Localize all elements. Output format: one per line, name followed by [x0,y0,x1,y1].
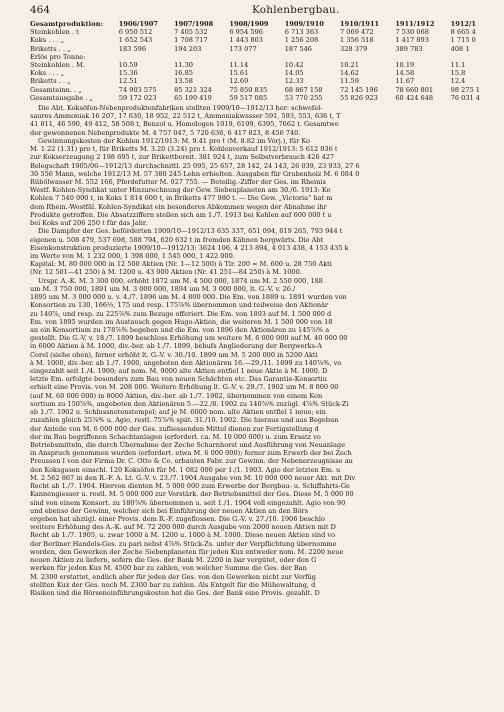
text-line: 30 556 Mann, welche 1912/13 M. 57 380 245 Lohn erhielten. Ausgaben für Grubenholz M. 6 084 0 [30,169,360,178]
table-cell: 6 713 363 [284,28,319,37]
text-line: eingezahlt seit 1./4. 1900; auf nom. M. 9000 alte Aktien entfiel 1 neue Aktie à M. 1000. D [30,367,328,376]
text-line: stellten Kux der Ges. noch M. 2300 bar zu zahlen. Als Entgelt für die Mühewaltung, d [30,580,316,589]
text-line: Die Dampfer der Ges. beförderten 1909/10—1912/13 635 337, 651 094, 619 265, 793 944 t [38,227,343,236]
table-cell: 12.69 [229,77,249,86]
table-cell [449,53,504,61]
table-row [30,28,504,36]
table-cell: 15.61 [229,69,249,78]
table-row [30,86,504,94]
table-cell: 8 665 4 [450,28,476,37]
table-cell: 55 826 923 [340,93,378,102]
table-cell: 183 596 [118,44,147,53]
table-row [30,53,504,61]
row-label: Koks . . . „ [30,36,65,45]
table-row [30,36,504,44]
table-cell: 98 275 1 [450,85,481,94]
text-line: Eisenkonstruktion produzierte 1909/10—1912/13: 3624 106, 4 213 894, 4 013 438, 4 153 435 k [30,243,349,252]
text-line: (Nr. 12 501—41 250) à M. 1200 u. 43 000 Aktien (Nr. 41 251—84 250) à M. 1000. [30,268,302,277]
text-line: um M. 3 750 000, 1891 um M. 3 000 000, 1894 um M. 3 000 000, lt. G.-V. v. 26./ [30,284,296,293]
table-cell: 1 256 208 [284,36,319,45]
text-line: der gewonnenen Nebenprodukte M. 4 757 047, 5 720 636, 6 417 823, 8 456 740. [30,128,301,137]
table-cell: 408 1 [450,44,470,53]
text-line: den Koksgasen einschl. 120 Koksöfen für M. 1 082 000 per 1./1. 1903. Agio der letzten Em. u [30,465,341,474]
row-label: Steinkohlen . M. [30,61,86,70]
text-line: in Anspruch genommen wurden (erfordert. etwa M. 6 000 000); ferner zum Erwerb der bei Zech [30,449,352,458]
table-cell: 194 203 [174,44,202,53]
text-line: Kapital: M. 80 000 000 in 12 500 Aktien (Nr. 1—12 500) à Tlr. 200 = M. 600 u. 28 750 Akti [30,260,332,269]
row-label: Steinkohlen . t [30,28,79,37]
text-line: letzte Em. erfolgte besonders zum Bau von neuen Schächten etc. Das Garantie-Konsortiu [30,375,327,384]
row-label: Koks . . . „ [30,69,65,78]
text-line: zur Kokserzeugung 2 198 695 t, zur Brikettbereit. 381 924 t, zum Selbstverbrauch 426 427 [30,153,335,162]
year-header: 1912/1 [450,20,476,28]
table-cell: 53 770 255 [284,93,323,102]
table-cell: 14.58 [395,69,415,78]
text-line: ab 1./7. 1902 u. Schlussnotenstempel; auf je M. 6000 nom. alte Aktien entfiel 1 neue; ein [30,408,326,417]
year-header: 1906/1907 [118,20,158,28]
text-line: 41 811, 46 590, 49 412, 58 508 t, Benzol u. Homologen 1019, 6199, 6395, 7662 t. Gesamtwe [30,120,339,129]
table-cell: 11.59 [340,77,359,86]
table-cell: 65 190 419 [174,93,212,102]
table-cell: 72 145 196 [340,85,378,94]
table-cell: 12.4 [450,77,466,86]
table-cell: 11.67 [395,77,415,86]
table-cell: 7 530 068 [395,28,429,37]
text-line: in 6000 Aktien à M. 1000, div.-ber. ab 1./7. 1899, behufs Angliederung der Bergwerks-A [30,342,322,351]
table-cell: 187 546 [284,44,312,53]
row-label: Gesamtausgabe . „ [30,93,93,102]
table-cell: 16.85 [174,69,193,78]
text-line: Konsortien zu 130, 166⅔, 175 und resp. 175⅞% übernommen und teilweise den Aktionär [30,301,329,310]
text-line: Recht ab 1./7. 1904. Hiervon dienten M. 5 000 000 zum Erwerbe der Bergbau- u. Schiffahrts-Ge [30,482,350,491]
text-line: erhielt eine Provis. von M. 208 000. Weitere Erhöhung lt. G.-V. v. 29./7. 1902 um M. 8 000 00 [30,383,339,392]
text-line: Westf. Kohlen-Syndikat unter Hinzurechnung der Gew. Siebenplaneten am 30./6. 1913: Ko [30,186,331,195]
text-line: Risiken und die Börseneinführungskosten hat die Ges. der Bank eine Provis. gezahlt. D [30,588,320,597]
table-cell: 15.36 [118,69,138,78]
text-line: Betriebsmitteln, die durch Übernahme der Zeche Scharnhorst und Ausführung von Neuanlage [30,441,345,449]
table-cell [117,53,172,61]
table-cell: 328 379 [340,44,368,53]
text-line: (auf M. 60 000 000) in 8000 Aktien, div.-ber. ab 1./7. 1902, übernommen von einem Kon [30,391,323,400]
text-line: Die Abt. Koksöfen-Nebenproduktenfabriken stellten 1909/10—1912/13 her: schwefel- [38,104,323,113]
text-line: der Anteile von M. 6 000 000 der Ges. zufliessenden Mittel dienen zur Fertigstellung d [30,424,319,433]
year-header: 1911/1912 [395,20,435,28]
table-cell: 59 517 085 [229,93,268,102]
table-cell: 59 172 023 [118,93,157,102]
table-cell [338,53,393,61]
table-cell: 11.14 [229,61,249,70]
table-cell: 1 652 543 [118,36,153,45]
table-cell: 12.33 [284,77,304,86]
table-cell: 1 417 893 [395,36,429,45]
row-label: Briketts . . „ [30,77,71,86]
text-line: à M. 1000, div.-ber. ab 1./7. 1900, angeboten den Aktionären 16.—29./11. 1899 zu 140⅞%, vo [30,358,342,367]
table-cell: 10.19 [395,61,415,70]
table-cell: 389 783 [395,44,423,53]
text-line: 1895 um M. 3 000 000 u. v. 4./7. 1896 um M. 4 800 000. Die Em. von 1889 u. 1891 wurden von [30,293,347,302]
year-header: 1910/1911 [340,20,380,28]
text-line: weitere Erhöhung des A.-K. auf M. 72 200 000 durch Ausgabe von 2000 neuen Aktien mit D [30,523,336,532]
text-line: sind von einem Konsort. zu 180⅞% übernommen u. seit 1./1. 1904 voll eingezahlt. Agio von 90 [30,498,346,507]
text-line: Urspr. A.-K. M. 3 300 000, erhöht 1872 um M. 4 500 000, 1874 um M. 2 550 000, 188 [38,276,323,285]
table-cell: 78 660 801 [395,85,434,94]
table-row [30,45,504,53]
text-line: zuzahlen gleich 25⅞% u. Agio, restl. 75⅞% spät. 31./10. 1902. Die hieraus und aus Begebun [30,416,339,425]
year-header: 1907/1908 [174,20,214,28]
table-cell [283,53,338,61]
table-header-row [30,20,504,28]
text-line: Corel (siehe oben), ferner erhöht lt. G.-V. v. 30./10. 1899 um M. 5 200 000 in 5200 Akti [30,350,318,359]
table-cell: 14.62 [340,69,359,78]
row-label: Briketts . . „ [30,44,71,53]
table-cell: 13.58 [174,77,193,86]
text-line: an ein Konsortium zu 178⅞% begeben und die Em. von 1896 den Aktionären zu 145⅞% a [30,325,330,334]
text-line: M. 2300 erstattet, endlich aber für jeden der Ges. von den Gewerken nicht zur Verfüg [30,572,316,581]
text-line: Belegschaft 1905/06—1912/13 durchschnittl. 25 095, 25 657, 28 142, 24 143, 26 039, 23 933, 27 6 [30,161,360,170]
table-cell: 11.1 [450,61,466,70]
running-title: Kohlenbergbau. [252,4,340,16]
table-cell: 75 850 835 [229,85,268,94]
table-cell [172,53,227,61]
table-row [30,69,504,77]
text-line: Em. von 1895 wurden im Austausch gegen Hugo-Aktien, die weiteren M. 1 500 000 von 18 [30,317,333,326]
text-line: neuen Aktien zu liefern, sofern die Ges. der Bank M. 2200 in bar vergütet, oder den G [30,556,317,565]
table-title: Gesamtproduktion: [30,20,104,28]
table-row [30,61,504,69]
production-table [30,20,504,102]
page-number: 464 [30,4,51,16]
table-cell [393,53,448,61]
body-text [30,104,504,597]
table-cell: 1 715 0 [450,36,476,45]
table-cell: 10.42 [284,61,304,70]
text-line: eigenen u. 508 479, 537 698, 588 794, 620 632 t in fremden Kähnen bergwärts. Die Abt [30,235,324,244]
text-line: gestellt. Die G.-V. v. 18./7. 1899 beschloss Erhöhung um weitere M. 6 000 000 auf M. 40 000 00 [30,334,348,343]
table-cell: 173 077 [229,44,257,53]
text-line: worden, den Gewerken der Zeche Siebenplaneten für jeden Kux entweder nom. M. 2200 neue [30,547,344,556]
text-line: der Berliner Handels-Ges. zu pari nebst 4⅞% Stück-Zs. unter der Verpflichtung übernomme [30,539,337,548]
text-line: dem Rhein.-Westfäl. Kohlen-Syndikat ein besonderes Abkommen wegen der Abnahme ihr [30,202,327,211]
text-line: Preussen I von der Firma Dr. C. Otto & Co. erbauten Fabr. zur Gewinn. der Nebenerzeugnisse au [30,457,353,466]
text-line: M. 1.22 (1.31) pro t, für Briketts M. 3.20 (3.24) pro t. Kohlenverkauf 1912/1913: 5 612 036 t [30,145,338,154]
table-row [30,77,504,85]
table-cell: 7 069 472 [340,28,374,37]
table-cell: 74 903 575 [118,85,157,94]
table-row [30,94,504,102]
text-line: und ebenso der Gewinn, welcher sich bei Einführung der neuen Aktien an den Börs [30,506,309,515]
text-line: im Werte von M. 1 232 000, 1 398 000, 1 545 000, 1 422 000. [30,251,235,260]
text-line: M. 2 562 867 in den R.-F. A. Lt. G.-V. v. 23./7. 1904 Ausgabe von M. 10 000 000 neuer Akt. mit Div [30,473,356,482]
table-cell [227,53,282,61]
text-line: Produkte getroffen. Die Absatzziffern stellen sich am 1./7. 1913 bei Kohlen auf 600 000 t u [30,210,332,219]
text-line: saures Ammoniak 16 207, 17 630, 18 952, 22 512 t, Ammoniakwasser 591, 593, 553, 636 t, T [30,112,341,121]
table-cell: 60 424 648 [395,93,434,102]
page-header [30,4,504,16]
table-cell: 10.59 [118,61,138,70]
table-cell: 76 031 4 [450,93,481,102]
text-line: Gewinnungskosten der Kohlen 1912/1913: M. 9.41 pro t (M. 8.82 im Vorj.), für Ko [38,136,311,145]
text-line: ergeben hat abzügl. einer Provis. dem R.-F. zugeflossen. Die G.-V. v. 27./10. 1906 beschlo [30,514,325,523]
table-cell: 15.8 [450,69,466,78]
text-line: werken für jeden Kux M. 4500 bar zu zahlen, von welcher Summe die Ges. der Ban [30,564,307,573]
row-label: Gesamteinn. . „ [30,85,82,94]
table-cell: 12.51 [118,77,138,86]
table-cell: 68 867 158 [284,85,323,94]
text-line: bei Koks auf 206 250 t für das Jahr. [30,219,148,228]
row-label: Erlös pro Tonne: [30,52,86,61]
table-cell: 1 443 803 [229,36,263,45]
table-cell: 6 950 512 [118,28,153,37]
table-cell: 1 708 717 [174,36,208,45]
year-header: 1909/1910 [284,20,324,28]
table-cell: 10.21 [340,61,359,70]
table-cell: 14.05 [284,69,304,78]
text-line: sortium zu 150⅞%, angeboten den Aktionären 5.—22./8. 1902 zu 140⅞% zuzügl. 4⅞% Stück-Zi [30,399,349,408]
text-line: Kohlen 7 540 000 t, in Koks 1 814 600 t, in Briketts 477 980 t. — Die Gew. „Victoria“ hat m [30,194,333,203]
table-cell: 11.30 [174,61,193,70]
text-line: Rübölwasser M. 552 166, Pferdefutter M. 927 755. — Beteilig.-Ziffer der Ges. im Rheinis [30,178,326,186]
table-cell: 85 321 324 [174,85,212,94]
table-cell: 6 954 596 [229,28,263,37]
table-cell: 1 356 518 [340,36,374,45]
text-line: Kannengiesser u. restl. M. 5 000 000 zur Verstärk. der Betriebsmittel der Ges. Diese M. 5 000 00 [30,490,354,499]
year-header: 1908/1909 [229,20,269,28]
table-cell: 7 405 532 [174,28,208,37]
text-line: der im Bau begriffenen Schachtanlagen (erforderl. ca. M. 10 000 000) u. zum Ersatz vo [30,432,321,441]
text-line: Recht ab 1./7. 1905, u. zwar 1000 à M. 1200 u. 1000 à M. 1000. Diese neuen Aktien sind vo [30,531,336,540]
text-line: zu 140⅞, und resp. zu 225⅞% zum Bezuge offeriert. Die Em. von 1893 auf M. 1 500 000 d [30,309,332,318]
